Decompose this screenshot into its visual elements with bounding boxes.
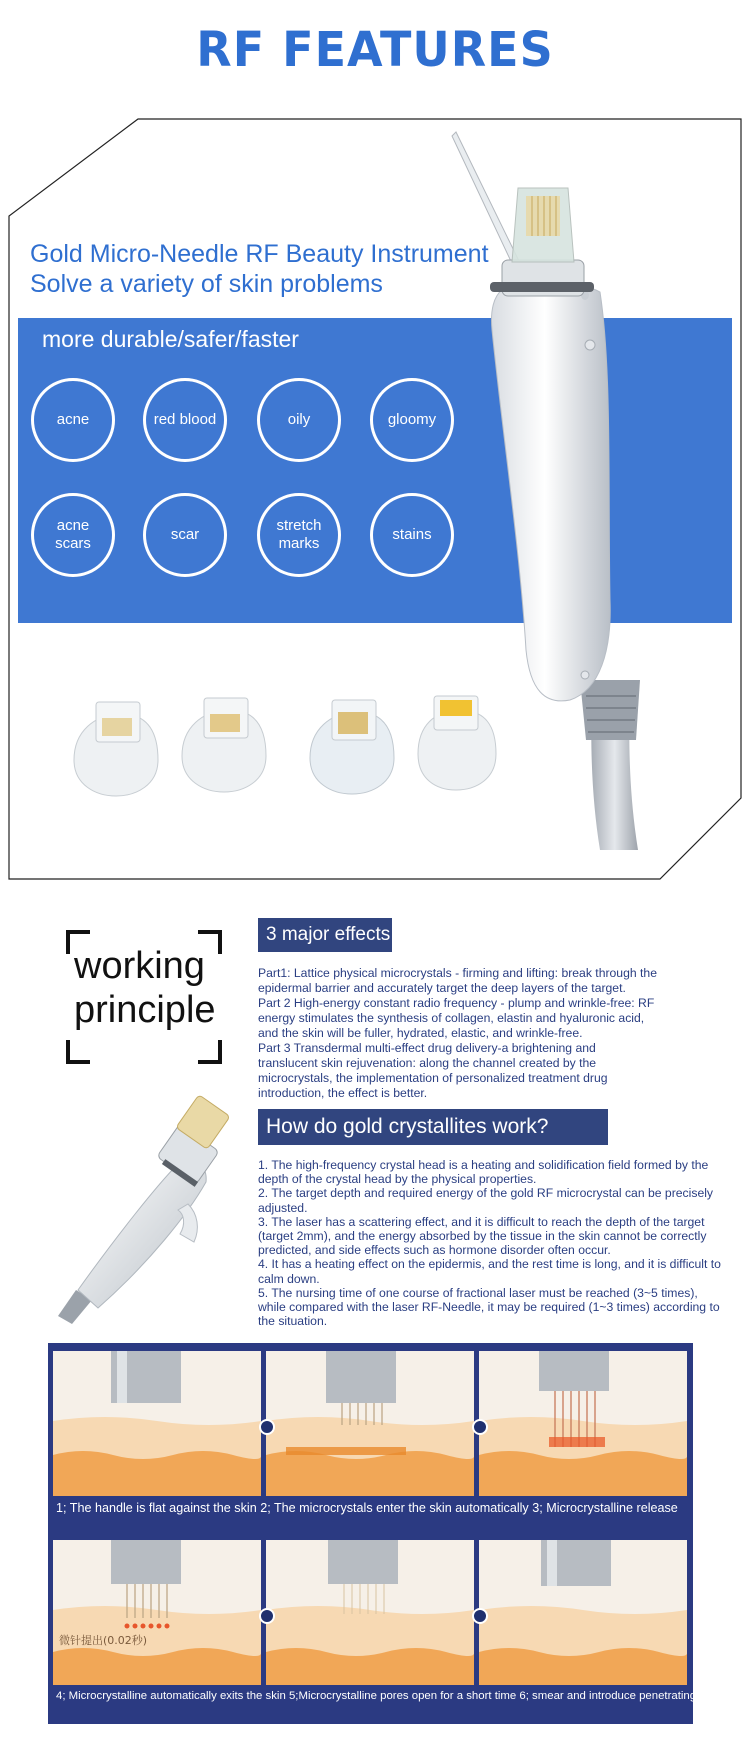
- problem-circle-red-blood: [143, 378, 227, 462]
- gold-crystallites-body: [258, 1158, 728, 1328]
- problem-circle-acne: [31, 378, 115, 462]
- working-principle-label: [74, 944, 216, 1032]
- bracket-corner: [198, 1040, 222, 1064]
- page-title: RF FEATURES: [196, 20, 554, 78]
- gold-point: 1. The high-frequency crystal head is a heating and solidification field formed by the depth of the crystal head by the physical properties.: [258, 1158, 709, 1187]
- hero-subtitle-line1: Gold Micro-Needle RF Beauty Instrument: [30, 240, 489, 268]
- problem-label: stretch marks: [276, 517, 322, 552]
- gold-point: 3. The laser has a scattering effect, and it is difficult to reach the depth of the target (target 2mm), and the energy absorbed by the tissue in the skin cannot be correctly predicted, and side effects such as hormone disorder often occur.: [258, 1214, 707, 1258]
- gold-point: 4. It has a heating effect on the epidermis, and the rest time is long, and it is difficult to calm down.: [258, 1257, 721, 1286]
- effects-paragraph: Part1: Lattice physical microcrystals - firming and lifting: break through the epidermal barrier and accurately target the deep layers of the target.: [258, 966, 657, 995]
- strip-connector: [259, 1608, 275, 1624]
- step-panel-5: [266, 1540, 474, 1685]
- effects-body: [258, 966, 658, 1101]
- panel4-note: 微针提出(0.02秒): [59, 1634, 148, 1647]
- benefits-tagline: more durable/safer/faster: [42, 326, 299, 352]
- problem-label: oily: [287, 411, 311, 428]
- cartridge-tip: [182, 698, 266, 792]
- strip-connector: [472, 1419, 488, 1435]
- strip-connector: [472, 1608, 488, 1624]
- step-panel-6: [479, 1540, 687, 1685]
- step-panel-1: [53, 1351, 261, 1496]
- effects-paragraph: Part 2 High-energy constant radio frequency - plump and wrinkle-free: RF energy stimulates the synthesis of collagen, elastin and hyaluronic acid, and the skin will be fuller, hydrated, elastic, and wrinkle-free.: [258, 996, 655, 1040]
- step-panel-3: [479, 1351, 687, 1496]
- problem-circle-acne-scars: [31, 493, 115, 577]
- step-panel-2: [266, 1351, 474, 1496]
- step-panel-4: [53, 1540, 261, 1685]
- problem-label: stains: [392, 526, 432, 543]
- problem-circle-oily: [257, 378, 341, 462]
- effects-paragraph: Part 3 Transdermal multi-effect drug delivery-a brightening and translucent skin rejuvenation: along the channel created by the microcrystals, the implementation of personalized treatment drug introduction, the effect is better.: [258, 1041, 608, 1100]
- working-principle-line2: principle: [74, 989, 216, 1031]
- hero-subtitle-line2: Solve a variety of skin problems: [30, 270, 383, 298]
- cartridge-tips-image: [66, 690, 506, 805]
- steps-caption-1: 1; The handle is flat against the skin 2; The microcrystals enter the skin automatically 3; Microcrystalline release: [56, 1501, 678, 1515]
- problem-label: gloomy: [387, 411, 437, 428]
- cartridge-tip: [310, 700, 394, 794]
- problem-label: scar: [170, 526, 200, 543]
- handpiece-closeup-image: [48, 1094, 248, 1324]
- gold-point: 5. The nursing time of one course of fractional laser must be reached (3~5 times), while compared with the laser RF-Needle, it may be required (1~3 times) according to the situation.: [258, 1285, 720, 1329]
- problem-circle-scar: [143, 493, 227, 577]
- cartridge-tip: [74, 702, 158, 796]
- problem-label: acne: [56, 411, 90, 428]
- cartridge-tip: [418, 696, 496, 790]
- steps-caption-2: 4; Microcrystalline automatically exits the skin 5;Microcrystalline pores open for a short time 6; smear and introduce penetrating liquid: [56, 1690, 726, 1702]
- bracket-corner: [66, 1040, 90, 1064]
- effects-title: 3 major effects: [258, 918, 392, 952]
- problem-label: red blood: [153, 411, 217, 428]
- gold-point: 2. The target depth and required energy of the gold RF microcrystal can be precisely adjusted.: [258, 1186, 714, 1215]
- strip-connector: [259, 1419, 275, 1435]
- steps-strip-2: [48, 1532, 726, 1724]
- gold-crystallites-title: How do gold crystallites work?: [258, 1109, 608, 1145]
- problem-label: acne scars: [55, 517, 91, 552]
- problem-circle-stretch-marks: [257, 493, 341, 577]
- working-principle-line1: working: [74, 945, 205, 987]
- steps-strip-1: [48, 1343, 693, 1535]
